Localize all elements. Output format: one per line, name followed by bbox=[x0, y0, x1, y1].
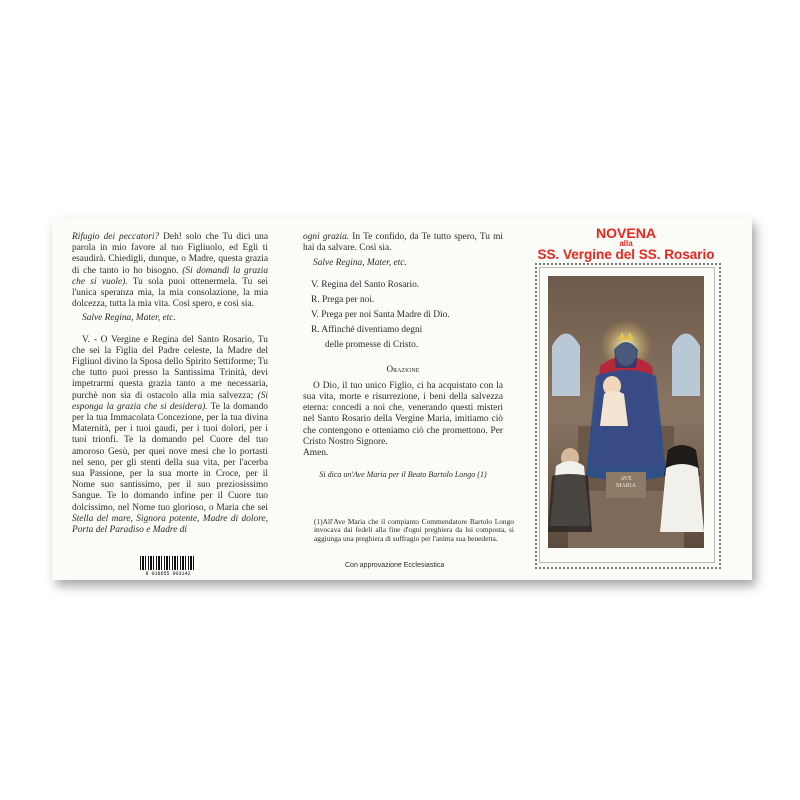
versicle: V. Prega per noi Santa Madre di Dio. bbox=[311, 310, 450, 321]
amen: Amen. bbox=[303, 448, 329, 459]
italic-phrase: (Si esponga la grazia che si desidera). bbox=[72, 390, 268, 412]
painting-inscription bbox=[606, 476, 646, 490]
italic-phrase: (Si domandi la grazia che si vuole). bbox=[72, 265, 269, 287]
versicle: delle promesse di Cristo. bbox=[325, 340, 419, 351]
paragraph-confido bbox=[303, 232, 503, 254]
paragraph-invocation bbox=[72, 335, 268, 537]
paragraph-prayer-end bbox=[72, 232, 268, 310]
barcode-number: 8 018655 003142 bbox=[140, 570, 196, 578]
italic-phrase: Stella del mare, Signora potente, Madre di dolore, Porta del Paradiso e Madre di bbox=[72, 513, 268, 536]
versicles-list bbox=[303, 280, 503, 352]
panel-middle-text bbox=[303, 232, 503, 480]
cover-title-alla: alla bbox=[619, 239, 633, 248]
salve-regina-line: Salve Regina, Mater, etc. bbox=[313, 258, 407, 269]
inscription-ave: AVE bbox=[620, 476, 632, 482]
italic-phrase: ogni grazia. bbox=[303, 232, 350, 242]
orazione-heading: Orazione bbox=[386, 363, 420, 374]
inscription-maria: MARIA bbox=[615, 483, 636, 489]
text-run: In Te confido, da Te tutto spero, Tu mi hai da salvare. Così sia. bbox=[303, 232, 503, 254]
salve-regina-line: Salve Regina, Mater, etc. bbox=[82, 313, 176, 324]
text-run: Deh! solo che Tu dici una parola in mio favore al tuo Figliuolo, ed Egli ti esaudirà. Chiedigli, dunque, o Madre, questa grazia di che tanto io ho bisogno. bbox=[72, 232, 268, 276]
cover-title-novena: NOVENA bbox=[596, 225, 656, 241]
versicle: R. Affinché diventiamo degni bbox=[311, 325, 423, 336]
ave-maria-note: Si dica un'Ave Maria per il Beato Bartolo Longo (1) bbox=[319, 470, 487, 480]
italic-phrase: Rifugio dei peccatori? bbox=[72, 232, 160, 242]
footnote: (1)All'Ave Maria che il compianto Commendatore Bartolo Longo invocava dai fedeli alla fine d'ogni preghiera da lui composta, si aggiunga una preghiera di suffragio per l'anima sua benedetta. bbox=[314, 517, 514, 543]
ecclesiastical-approval: Con approvazione Ecclesiastica bbox=[345, 562, 445, 569]
text-run: V. - O Vergine e Regina del Santo Rosario, Tu che sei la Figlia del Padre celeste, la Madre del Figliuol divino la Sposa dello Spirito Settiforme; Tu che tutto puoi presso la Santissima Trinità, devi impetrarmi questa grazia tanto a me necessaria, purchè non sia di ostacolo alla mia salvezza; bbox=[72, 334, 268, 401]
versicle: V. Regina del Santo Rosario. bbox=[311, 279, 420, 290]
madonna-del-rosario-painting-icon bbox=[548, 276, 704, 548]
painting-svg bbox=[548, 276, 704, 548]
cover-title-main: SS. Vergine del SS. Rosario bbox=[537, 247, 715, 262]
novena-card bbox=[52, 218, 752, 580]
orazione-text: O Dio, il tuo unico Figlio, ci ha acquistato con la sua vita, morte e risurrezione, i beni della salvezza eterna: concedi a noi che, venerando questi misteri nel Santo Rosario della Vergine Maria, imitiamo ciò che contengono e otteniamo ciò che promettono. Per Cristo Nostro Signore. bbox=[303, 380, 503, 447]
versicle: R. Prega per noi. bbox=[311, 294, 375, 305]
text-run: Te la domando per la tua Immacolata Concezione, per la tua divina Maternità, per i tuoi gaudi, per i tuoi dolori, per i tuoi trionfi. Te la domando pel Cuore del tuo amoroso Gesù, per quei nove mesi che lo portasti nel seno, per gli stenti della sua vita, per l'acerba sua Passione, per la sua morte in Croce, per il Nome suo santissimo, per il suo preziosissimo Sangue. Te lo domando infine per il Cuore tuo dolcissimo, nel Nome tuo glorioso, o Maria che sei bbox=[72, 401, 268, 513]
panel-left-text bbox=[72, 232, 268, 536]
text-run: Tu sola puoi ottenermela. Tu sei l'unica speranza mia, la mia consolazione, la mia dolcezza, tutta la mia vita. Così spero, e così sia. bbox=[72, 276, 268, 310]
